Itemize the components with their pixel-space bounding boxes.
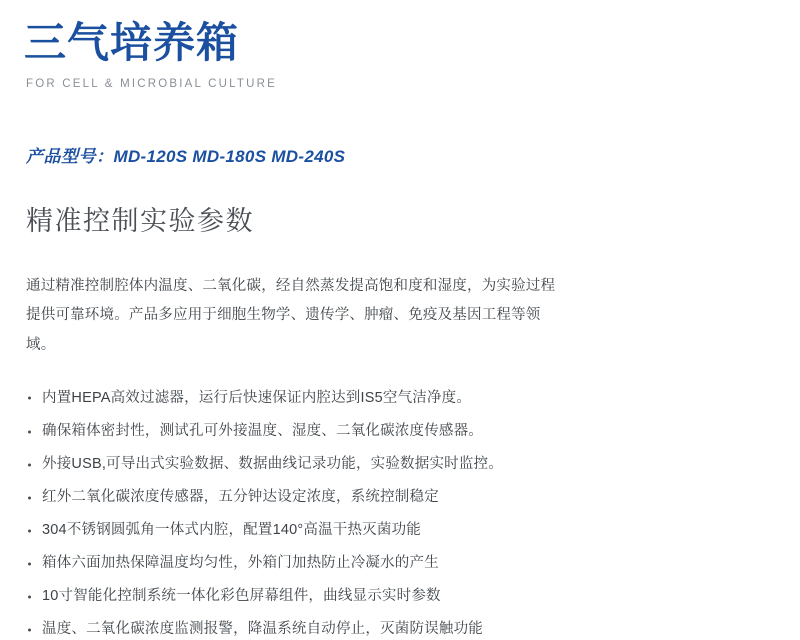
list-item-label: 红外二氧化碳浓度传感器，五分钟达设定浓度，系统控制稳定 xyxy=(42,488,439,505)
bullet-dot-icon xyxy=(28,529,31,532)
list-item-label: 温度、二氧化碳浓度监测报警，降温系统自动停止，灭菌防误触功能 xyxy=(42,621,483,638)
feature-list xyxy=(24,389,776,640)
section-headline: 精准控制实验参数 xyxy=(26,205,254,237)
bullet-dot-icon xyxy=(28,562,31,565)
bullet-dot-icon xyxy=(28,397,31,400)
bullet-dot-icon xyxy=(28,595,31,598)
page-subtitle: FOR CELL & MICROBIAL CULTURE xyxy=(26,77,277,90)
list-item xyxy=(24,587,776,607)
page-title: 三气培养箱 xyxy=(24,18,240,67)
bullet-dot-icon xyxy=(28,463,31,466)
list-item-label: 内置HEPA高效过滤器，运行后快速保证内腔达到IS5空气洁净度。 xyxy=(42,389,472,406)
intro-paragraph: 通过精准控制腔体内温度、二氧化碳，经自然蒸发提高饱和度和湿度，为实验过程提供可靠环境。产品多应用于细胞生物学、遗传学、肿瘤、免疫及基因工程等领域。 xyxy=(26,277,556,353)
bullet-dot-icon xyxy=(28,496,31,499)
list-item-label: 箱体六面加热保障温度均匀性，外箱门加热防止冷凝水的产生 xyxy=(42,555,439,572)
list-item-label: 304不锈钢圆弧角一体式内腔，配置140°高温干热灭菌功能 xyxy=(42,521,421,538)
model-number-codes: MD-120S MD-180S MD-240S xyxy=(113,146,346,166)
bullet-dot-icon xyxy=(28,430,31,433)
list-item-label: 10寸智能化控制系统一体化彩色屏幕组件，曲线显示实时参数 xyxy=(42,588,441,605)
list-item xyxy=(24,620,776,640)
bullet-dot-icon xyxy=(28,628,31,631)
model-number-line xyxy=(26,142,776,167)
model-number-label: 产品型号： xyxy=(26,146,114,166)
list-item-label: 外接USB,可导出式实验数据、数据曲线记录功能，实验数据实时监控。 xyxy=(42,455,503,472)
list-item xyxy=(24,554,776,574)
list-item xyxy=(24,422,776,442)
list-item xyxy=(24,488,776,508)
list-item-label: 确保箱体密封性，测试孔可外接温度、湿度、二氧化碳浓度传感器。 xyxy=(42,422,483,439)
list-item xyxy=(24,521,776,541)
list-item xyxy=(24,455,776,475)
list-item xyxy=(24,389,776,409)
